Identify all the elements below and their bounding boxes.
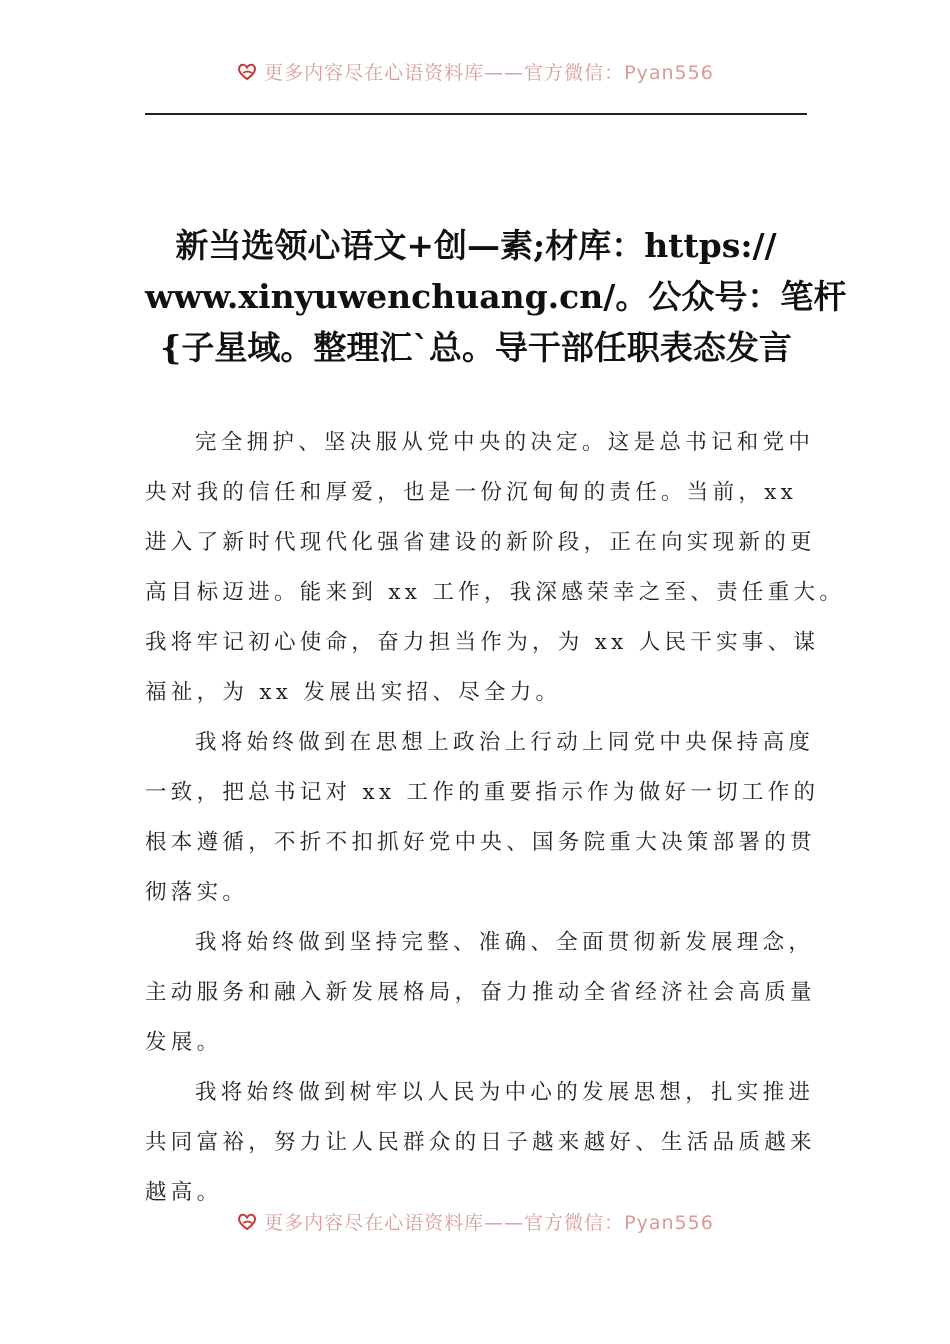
text-line: 完全拥护、坚决服从党中央的决定。这是总书记和党中	[195, 430, 815, 455]
title-line: 新当选领心语文+创—素;材库：https://	[175, 226, 777, 265]
paragraph-4	[145, 1068, 816, 1218]
heart-logo-icon	[236, 60, 258, 82]
header-watermark	[0, 56, 950, 86]
footer-watermark	[0, 1206, 950, 1236]
text-line: 越高。	[145, 1180, 223, 1205]
title-line: {子星域。整理汇`总。导干部任职表态发言	[160, 328, 792, 367]
watermark-text: 更多内容尽在心语资料库——官方微信：Pyan556	[264, 61, 714, 84]
document-title	[145, 220, 847, 373]
heart-logo-icon	[236, 1210, 258, 1232]
paragraph-3	[145, 918, 816, 1068]
paragraph-1	[145, 418, 846, 718]
text-line: 发展。	[145, 1030, 223, 1055]
text-line: 我将牢记初心使命，奋力担当作为，为 xx 人民干实事、谋	[145, 630, 820, 655]
text-line: 央对我的信任和厚爱，也是一份沉甸甸的责任。当前，xx	[145, 480, 798, 505]
title-line: www.xinyuwenchuang.cn/。公众号：笔杆	[145, 277, 847, 316]
text-line: 福祉，为 xx 发展出实招、尽全力。	[145, 680, 562, 705]
text-line: 高目标迈进。能来到 xx 工作，我深感荣幸之至、责任重大。	[145, 580, 846, 605]
header-divider	[145, 113, 807, 115]
text-line: 根本遵循，不折不扣抓好党中央、国务院重大决策部署的贯	[145, 830, 816, 855]
text-line: 主动服务和融入新发展格局，奋力推动全省经济社会高质量	[145, 980, 816, 1005]
watermark-text: 更多内容尽在心语资料库——官方微信：Pyan556	[264, 1211, 714, 1234]
document-body	[145, 418, 846, 1218]
text-line: 进入了新时代现代化强省建设的新阶段，正在向实现新的更	[145, 530, 816, 555]
text-line: 我将始终做到在思想上政治上行动上同党中央保持高度	[195, 730, 815, 755]
text-line: 一致，把总书记对 xx 工作的重要指示作为做好一切工作的	[145, 780, 820, 805]
paragraph-2	[145, 718, 820, 918]
text-line: 共同富裕，努力让人民群众的日子越来越好、生活品质越来	[145, 1130, 816, 1155]
text-line: 我将始终做到树牢以人民为中心的发展思想，扎实推进	[195, 1080, 815, 1105]
text-line: 我将始终做到坚持完整、准确、全面贯彻新发展理念，	[195, 930, 815, 955]
text-line: 彻落实。	[145, 880, 249, 905]
